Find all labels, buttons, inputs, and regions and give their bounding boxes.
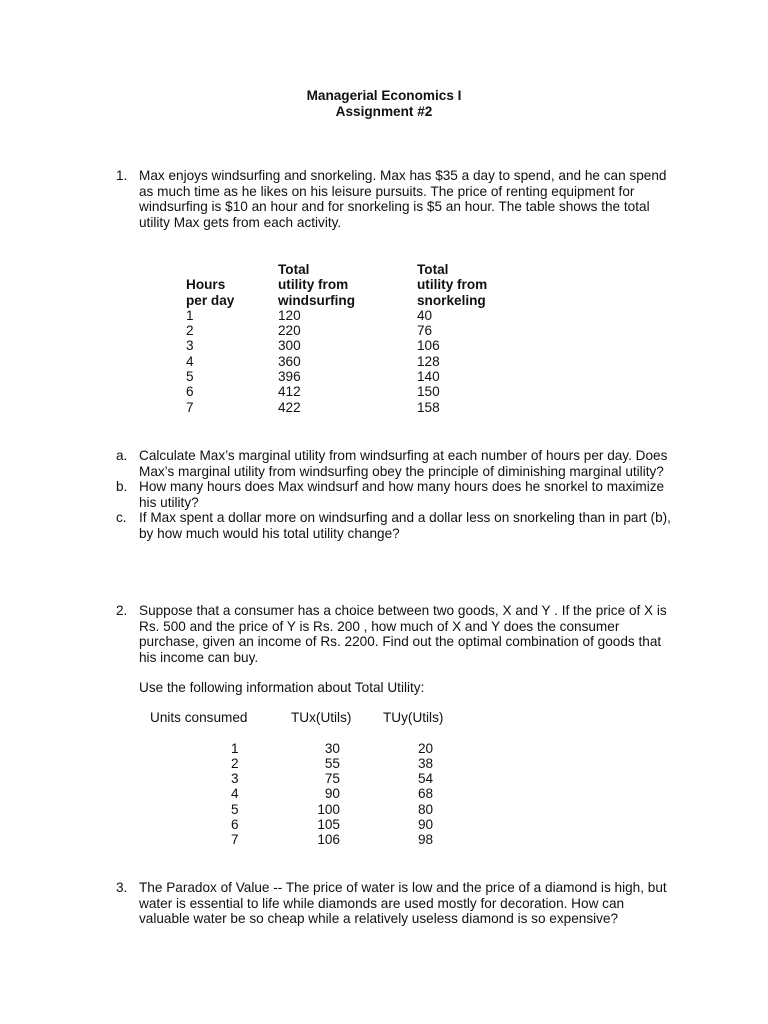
part-a: a. Calculate Max’s marginal utility from windsurfing at each number of hours per day. Does Max’s marginal utility from windsurfing obey the principle of diminishing marginal utility?: [116, 448, 668, 479]
header-windsurfing: Total: [278, 262, 310, 277]
part-c: c. If Max spent a dollar more on windsurfing and a dollar less on snorkeling than in part (b), by how much would his total utility change?: [116, 510, 671, 541]
question-1-text: Max enjoys windsurfing and snorkeling. Max has $35 a day to spend, and he can spend as much time as he likes on his leisure pursuits. The price of renting equipment for windsurfing is $10 an hour and for snorkeling is $5 an hour. The table shows the total utility Max gets from each activity.: [139, 168, 667, 230]
question-1-parts: [116, 448, 676, 541]
question-2-number: 2.: [116, 603, 128, 618]
question-3-text: The Paradox of Value -- The price of water is low and the price of a diamond is high, but water is essential to life while diamonds are used mostly for decoration. How can valuable water be so cheap while a relatively useless diamond is so expensive?: [139, 880, 667, 926]
question-1-number: 1.: [116, 168, 128, 183]
question-2: [116, 603, 676, 665]
header-units-consumed: Units consumed: [150, 710, 248, 725]
question-1: [116, 168, 676, 230]
question-3-number: 3.: [116, 880, 128, 895]
part-b: b. How many hours does Max windsurf and how many hours does he snorkel to maximize his utility?: [116, 479, 665, 510]
header-tux: TUx(Utils): [291, 710, 352, 725]
header-hours: Hours: [186, 277, 226, 293]
title-line-1: Managerial Economics I: [306, 88, 462, 103]
header-tuy: TUy(Utils): [383, 710, 444, 725]
document-title: [0, 88, 768, 119]
question-2-intro: Use the following information about Total Utility:: [139, 680, 425, 695]
title-line-2: Assignment #2: [335, 103, 433, 119]
header-snorkeling: Total: [417, 262, 449, 277]
question-3: [116, 880, 676, 927]
question-2-text: Suppose that a consumer has a choice between two goods, X and Y . If the price of X is Rs. 500 and the price of Y is Rs. 200 , how much of X and Y does the consumer purchase, given an income of Rs. 2200. Find out the optimal combination of goods that his income can buy.: [139, 603, 667, 665]
